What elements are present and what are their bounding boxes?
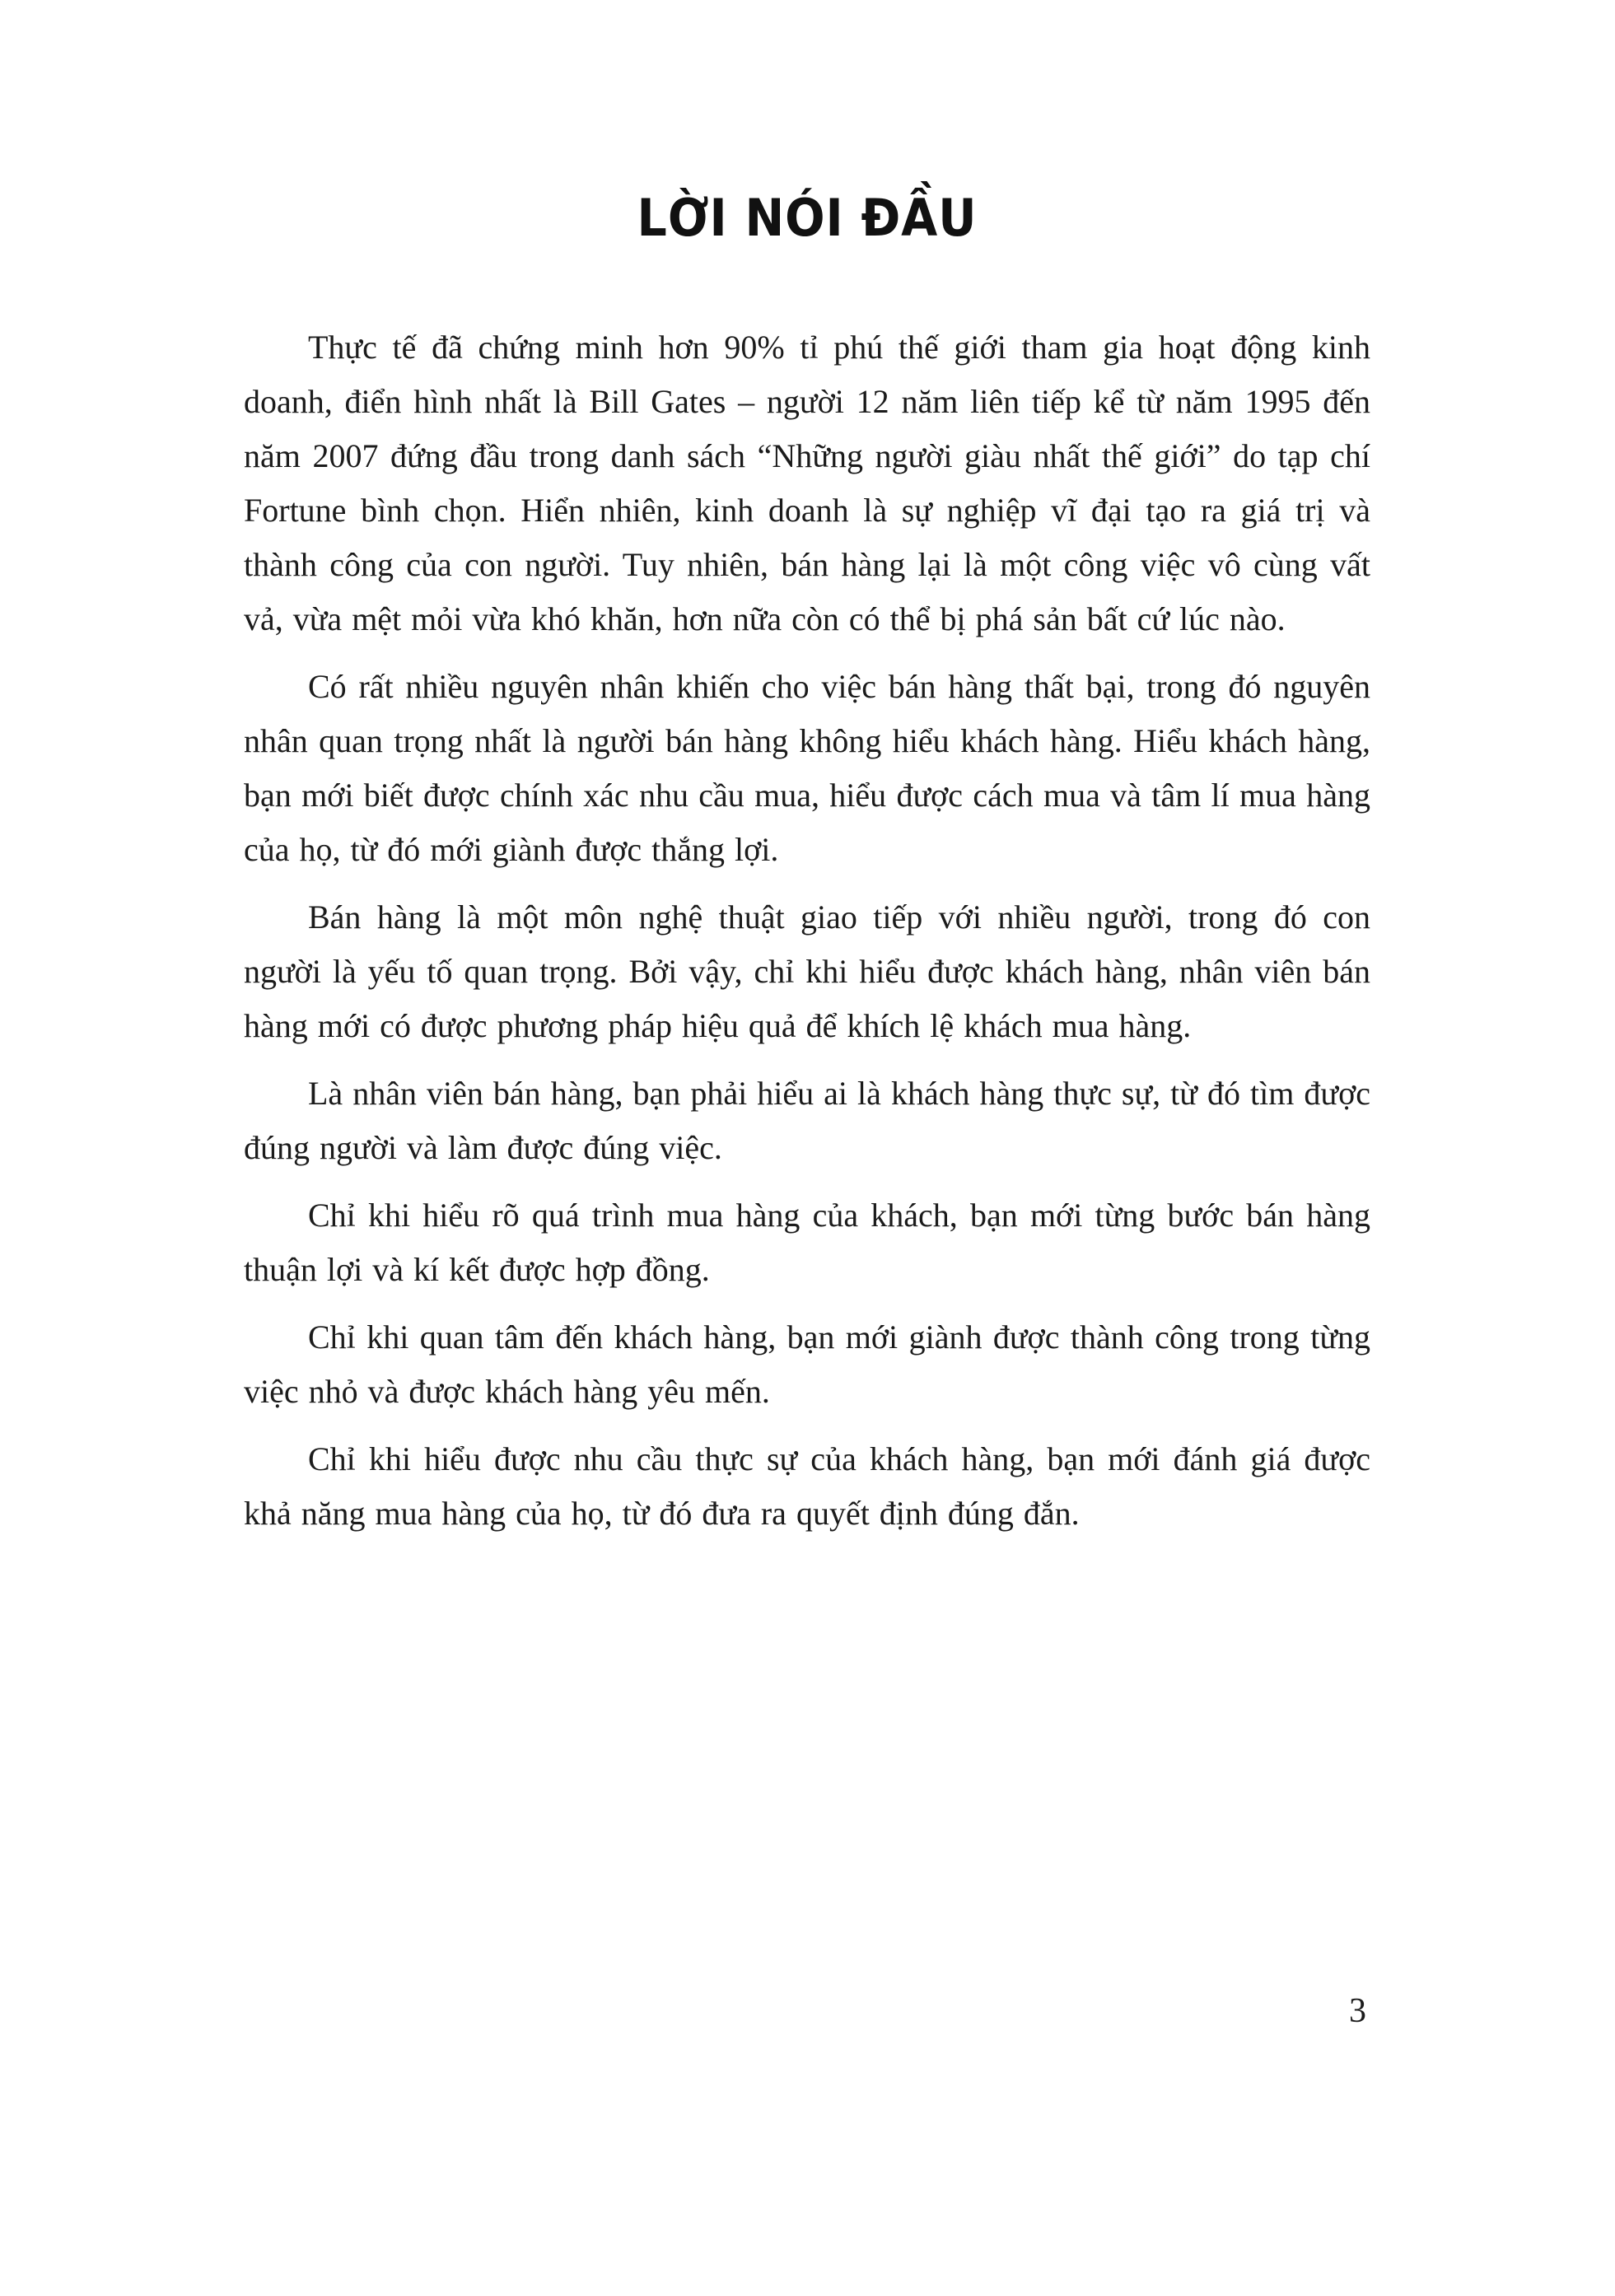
paragraph: Chỉ khi quan tâm đến khách hàng, bạn mới giành được thành công trong từng việc nhỏ và được khách hàng yêu mến.: [244, 1318, 1370, 1410]
paragraph: Thực tế đã chứng minh hơn 90% tỉ phú thế giới tham gia hoạt động kinh doanh, điển hình nhất là Bill Gates – người 12 năm liên tiếp kể từ năm 1995 đến năm 2007 đứng đầu trong danh sách “Những người giàu nhất thế giới” do tạp chí Fortune bình chọn. Hiển nhiên, kinh doanh là sự nghiệp vĩ đại tạo ra giá trị và thành công của con người. Tuy nhiên, bán hàng lại là một công việc vô cùng vất vả, vừa mệt mỏi vừa khó khăn, hơn nữa còn có thể bị phá sản bất cứ lúc nào.: [244, 329, 1370, 637]
paragraph: Bán hàng là một môn nghệ thuật giao tiếp với nhiều người, trong đó con người là yếu tố quan trọng. Bởi vậy, chỉ khi hiểu được khách hàng, nhân viên bán hàng mới có được phương pháp hiệu quả để khích lệ khách mua hàng.: [244, 898, 1370, 1044]
page-content: [244, 188, 1370, 1554]
paragraph: Có rất nhiều nguyên nhân khiến cho việc bán hàng thất bại, trong đó nguyên nhân quan trọng nhất là người bán hàng không hiểu khách hàng. Hiểu khách hàng, bạn mới biết được chính xác nhu cầu mua, hiểu được cách mua và tâm lí mua hàng của họ, từ đó mới giành được thắng lợi.: [244, 668, 1370, 868]
paragraph: Chỉ khi hiểu được nhu cầu thực sự của khách hàng, bạn mới đánh giá được khả năng mua hàng của họ, từ đó đưa ra quyết định đúng đắn.: [244, 1440, 1370, 1532]
body-text: [244, 320, 1370, 1541]
paragraph: Chỉ khi hiểu rõ quá trình mua hàng của khách, bạn mới từng bước bán hàng thuận lợi và kí kết được hợp đồng.: [244, 1197, 1370, 1288]
paragraph: Là nhân viên bán hàng, bạn phải hiểu ai là khách hàng thực sự, từ đó tìm được đúng người và làm được đúng việc.: [244, 1075, 1370, 1166]
chapter-title: LỜI NÓI ĐẦU: [637, 188, 978, 248]
page-number: 3: [1349, 1992, 1366, 2030]
